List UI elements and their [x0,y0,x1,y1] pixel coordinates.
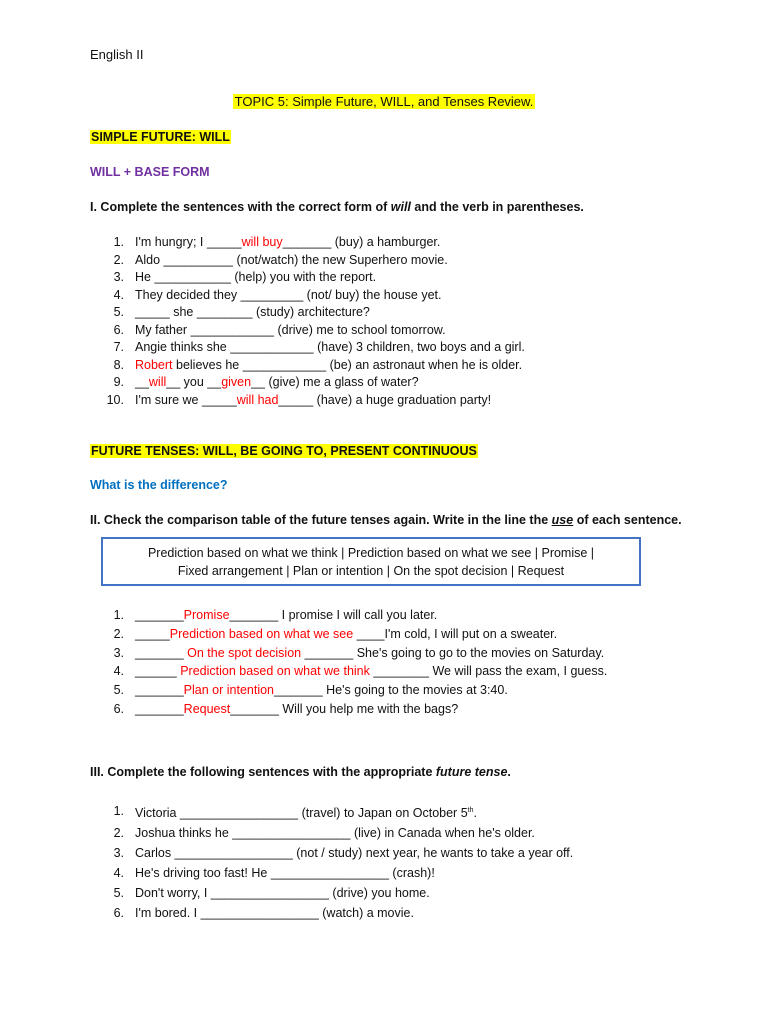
item-text: I'm bored. I _________________ (watch) a movie. [135,906,414,921]
item-text: _______ I promise I will call you later. [229,608,438,622]
item-number: 8. [113,357,124,372]
uses-box-line-2: Fixed arrangement | Plan or intention | On the spot decision | Request [177,564,565,578]
list-item [104,322,525,340]
uses-box [101,537,641,586]
uses-box-line-1: Prediction based on what we think | Prediction based on what we see | Promise | [147,546,595,560]
item-number: 3. [113,645,124,660]
section2-question: What is the difference? [90,478,228,492]
answer-text: will [148,375,167,389]
item-text: My father ____________ (drive) me to school tomorrow. [135,322,446,337]
answer-text: Robert [135,357,173,372]
item-number: 4. [113,664,124,679]
answer-text: Promise [183,608,230,622]
ordinal-suffix: th [467,807,474,814]
answer-text: will had [236,392,279,407]
list-item [104,801,573,823]
course-name: English II [90,47,144,62]
list-item [104,269,525,287]
item-text: I'm hungry; I _____ [135,235,242,249]
list-item [104,823,573,843]
answer-text: Plan or intention [183,683,275,698]
list-item [104,374,525,392]
item-text: He ___________ (help) you with the report. [135,270,377,284]
item-text: I'm sure we _____ [135,392,237,407]
item-number: 4. [113,287,124,302]
list-item [104,304,525,322]
item-text: They decided they _________ (not/ buy) the house yet. [135,287,442,302]
item-number: 3. [113,846,124,861]
item-number: 1. [113,608,124,622]
answer-text: Request [183,701,231,716]
item-number: 6. [113,906,124,921]
answer-text: Prediction based on what we think [180,664,370,679]
item-text: Joshua thinks he _________________ (live) in Canada when he's older. [135,826,535,841]
item-text: __ you __ [166,375,222,389]
item-number: 5. [113,886,124,901]
item-text: . [473,806,477,821]
item-text: believes he ____________ (be) an astronaut when he is older. [172,357,523,372]
item-text: _______ [135,701,184,716]
list-item [104,392,525,410]
page-title: TOPIC 5: Simple Future, WILL, and Tenses Review. [234,94,534,109]
item-text: Don't worry, I _________________ (drive) you home. [135,886,430,901]
item-text: _____ she ________ (study) architecture? [135,305,370,319]
item-number: 5. [113,305,124,319]
answer-text: On the spot decision [187,645,302,660]
item-number: 3. [113,270,124,284]
item-number: 1. [113,804,124,818]
item-text: _______ (buy) a hamburger. [282,235,441,249]
list-item [104,357,525,375]
item-text: __ (give) me a glass of water? [251,375,419,389]
list-item [104,843,573,863]
list-item [104,883,573,903]
item-text: _______ He's going to the movies at 3:40. [274,683,508,698]
item-text: _____ [135,626,170,641]
item-text: ________ We will pass the exam, I guess. [369,664,608,679]
list-item [104,287,525,305]
list-item [104,681,607,700]
answer-text: given [221,375,252,389]
item-text: Victoria _________________ (travel) to Japan on October 5 [135,806,468,821]
item-text: _______ She's going to go to the movies on Saturday. [301,645,605,660]
section1-subheading: WILL + BASE FORM [90,165,210,179]
section2-heading: FUTURE TENSES: WILL, BE GOING TO, PRESENT CONTINUOUS [91,444,477,458]
item-number: 1. [113,235,124,249]
item-text: Carlos _________________ (not / study) next year, he wants to take a year off. [135,846,574,861]
list-item [104,644,607,663]
item-text: ____I'm cold, I will put on a sweater. [353,626,558,641]
list-item [104,625,607,644]
item-number: 5. [113,683,124,698]
section1-heading: SIMPLE FUTURE: WILL [91,130,230,144]
item-number: 7. [113,340,124,354]
item-text: _______ Will you help me with the bags? [230,701,459,716]
item-text: ______ [135,664,181,679]
list-item [104,606,607,625]
section1-instruction: I. Complete the sentences with the correct form of will and the verb in parentheses. [90,200,584,214]
item-number: 4. [113,866,124,881]
item-number: 2. [113,826,124,841]
item-text: Angie thinks she ____________ (have) 3 children, two boys and a girl. [135,340,525,354]
item-number: 6. [113,322,124,337]
item-text: He's driving too fast! He _________________ (crash)! [135,866,435,881]
list-item [104,234,525,252]
exercise3-list [104,801,573,923]
item-text: Aldo __________ (not/watch) the new Superhero movie. [135,252,448,267]
item-text: _____ (have) a huge graduation party! [278,392,492,407]
section3-instruction: III. Complete the following sentences with the appropriate future tense. [90,765,511,779]
item-number: 6. [113,701,124,716]
item-number: 9. [113,375,124,389]
item-text: _______ [135,683,184,698]
section2-instruction: II. Check the comparison table of the future tenses again. Write in the line the use of each sentence. [90,513,682,527]
item-text: __ [135,375,149,389]
list-item [104,700,607,719]
list-item [104,252,525,270]
answer-text: will buy [241,235,283,249]
item-number: 10. [106,392,124,407]
list-item [104,903,573,923]
answer-text: Prediction based on what we see [169,626,354,641]
exercise2-list [104,606,607,719]
item-number: 2. [113,626,124,641]
item-text: _______ [135,645,188,660]
exercise1-list [104,234,525,409]
item-number: 2. [113,252,124,267]
list-item [104,662,607,681]
list-item [104,339,525,357]
item-text: _______ [135,608,184,622]
list-item [104,863,573,883]
